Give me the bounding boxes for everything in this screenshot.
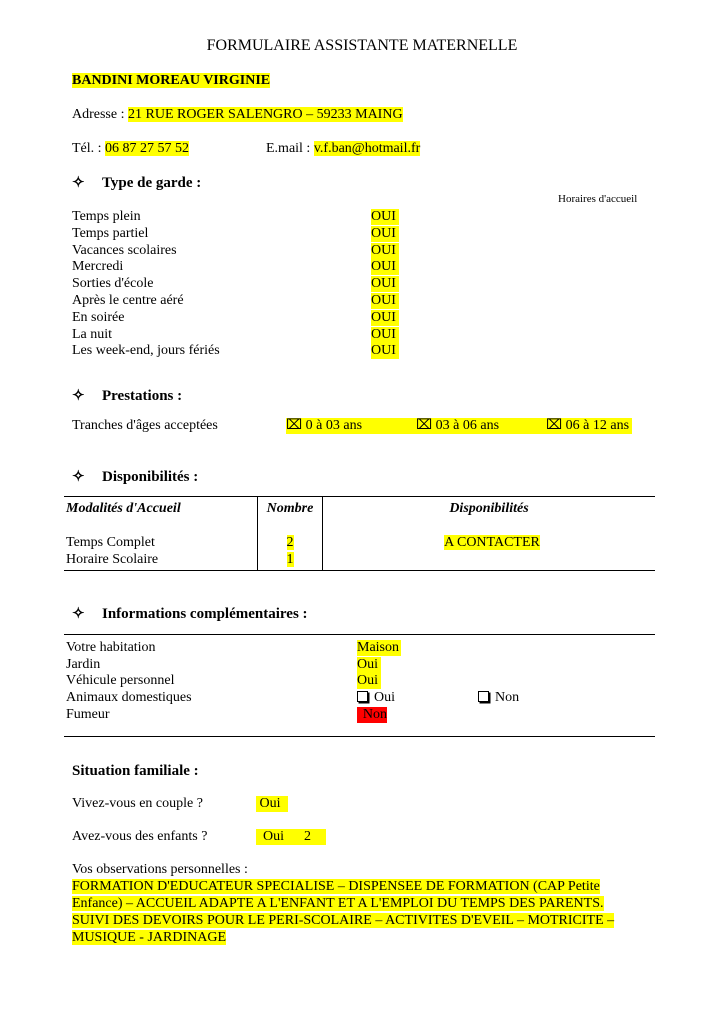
garde-row-value: OUI <box>371 276 399 292</box>
diamond-bullet-icon: ✧ <box>72 175 85 191</box>
age-range-0: ⌧ 0 à 03 ans <box>286 418 363 433</box>
observation-line: FORMATION D'EDUCATEUR SPECIALISE – DISPENSEE DE FORMATION (CAP Petite <box>72 879 600 894</box>
phone-label: Tél. : <box>72 141 102 156</box>
couple-label: Vivez-vous en couple ? <box>72 796 203 811</box>
address-label: Adresse : <box>72 107 125 122</box>
garde-row-label: Temps plein <box>72 209 141 224</box>
prestations-heading: ✧ Prestations : <box>72 388 183 404</box>
address-value: 21 RUE ROGER SALENGRO – 59233 MAING <box>128 107 403 122</box>
diamond-bullet-icon: ✧ <box>72 469 85 485</box>
garde-row-label: Sorties d'école <box>72 276 154 291</box>
address-row <box>72 107 403 123</box>
enfants-count: 2 <box>304 829 311 844</box>
infos-top-rule <box>64 634 655 635</box>
diamond-bullet-icon: ✧ <box>72 388 85 404</box>
table-row-nombre: 1 <box>286 552 294 567</box>
checkbox-icon[interactable] <box>478 691 489 702</box>
garde-row-value: OUI <box>371 259 399 275</box>
jardin-value: Oui <box>357 657 381 673</box>
habitation-label: Votre habitation <box>66 640 156 655</box>
garde-row-label: Vacances scolaires <box>72 243 177 258</box>
garde-row-label: Temps partiel <box>72 226 149 241</box>
garde-heading: ✧ Type de garde : <box>72 175 202 191</box>
col-header-modalites: Modalités d'Accueil <box>66 501 181 516</box>
animaux-non-option[interactable]: Non <box>478 690 519 706</box>
garde-row-value: OUI <box>371 209 399 225</box>
table-row-nombre: 2 <box>286 535 294 550</box>
garde-row-label: La nuit <box>72 327 113 342</box>
infos-bottom-rule <box>64 736 655 737</box>
garde-row-label: En soirée <box>72 310 125 325</box>
observation-line: MUSIQUE - JARDINAGE <box>72 930 226 945</box>
garde-row-value: OUI <box>371 243 399 259</box>
animaux-oui-option[interactable]: Oui <box>357 690 395 706</box>
enfants-value: Oui 2 <box>256 829 326 845</box>
checkbox-icon[interactable] <box>357 691 368 702</box>
col-header-nombre: Nombre <box>266 501 314 516</box>
garde-row-value: OUI <box>371 343 399 359</box>
ages-label: Tranches d'âges acceptées <box>72 418 218 433</box>
email-value: v.f.ban@hotmail.fr <box>313 141 421 156</box>
table-row-dispo: A CONTACTER <box>444 535 540 550</box>
table-row-label: Temps Complet <box>66 535 155 550</box>
enfants-label: Avez-vous des enfants ? <box>72 829 208 844</box>
animaux-label: Animaux domestiques <box>66 690 192 705</box>
vehicule-value: Oui <box>357 673 381 689</box>
col-header-disponibilites: Disponibilités <box>449 501 529 516</box>
age-range-2: ⌧ 06 à 12 ans <box>546 418 630 433</box>
applicant-name: BANDINI MOREAU VIRGINIE <box>72 73 271 88</box>
phone-value: 06 87 27 57 52 <box>105 141 190 156</box>
checked-box-icon: ⌧ <box>546 418 563 433</box>
email-row <box>266 141 420 157</box>
horaires-label: Horaires d'accueil <box>558 193 638 205</box>
habitation-value: Maison <box>357 640 399 655</box>
garde-row-label: Mercredi <box>72 259 124 274</box>
page-title: FORMULAIRE ASSISTANTE MATERNELLE <box>206 37 518 54</box>
diamond-bullet-icon: ✧ <box>72 606 85 622</box>
garde-row-label: Après le centre aéré <box>72 293 184 308</box>
checked-box-icon: ⌧ <box>286 418 303 433</box>
age-range-1: ⌧ 03 à 06 ans <box>416 418 500 433</box>
observations-label: Vos observations personnelles : <box>72 862 248 877</box>
phone-row <box>72 141 189 157</box>
garde-row-value: OUI <box>371 310 399 326</box>
vehicule-label: Véhicule personnel <box>66 673 175 688</box>
garde-row-value: OUI <box>371 327 399 343</box>
fumeur-label: Fumeur <box>66 707 110 722</box>
garde-row-value: OUI <box>371 226 399 242</box>
garde-row-value: OUI <box>371 293 399 309</box>
infos-heading: ✧ Informations complémentaires : <box>72 606 308 622</box>
observation-line: Enfance) – ACCUEIL ADAPTE A L'ENFANT ET A L'EMPLOI DU TEMPS DES PARENTS. <box>72 896 604 911</box>
observation-line: SUIVI DES DEVOIRS POUR LE PERI-SCOLAIRE – ACTIVITES D'EVEIL – MOTRICITE – <box>72 913 615 928</box>
table-bottom-rule <box>64 570 655 571</box>
couple-value: Oui <box>256 796 288 812</box>
jardin-label: Jardin <box>66 657 101 672</box>
table-top-rule <box>64 496 655 497</box>
table-row-label: Horaire Scolaire <box>66 552 159 567</box>
disponibilites-heading: ✧ Disponibilités : <box>72 469 199 485</box>
fumeur-value: Non <box>357 707 387 723</box>
garde-row-label: Les week-end, jours fériés <box>72 343 220 358</box>
email-label: E.mail : <box>266 141 311 156</box>
situation-heading: Situation familiale : <box>72 763 199 779</box>
checked-box-icon: ⌧ <box>416 418 433 433</box>
